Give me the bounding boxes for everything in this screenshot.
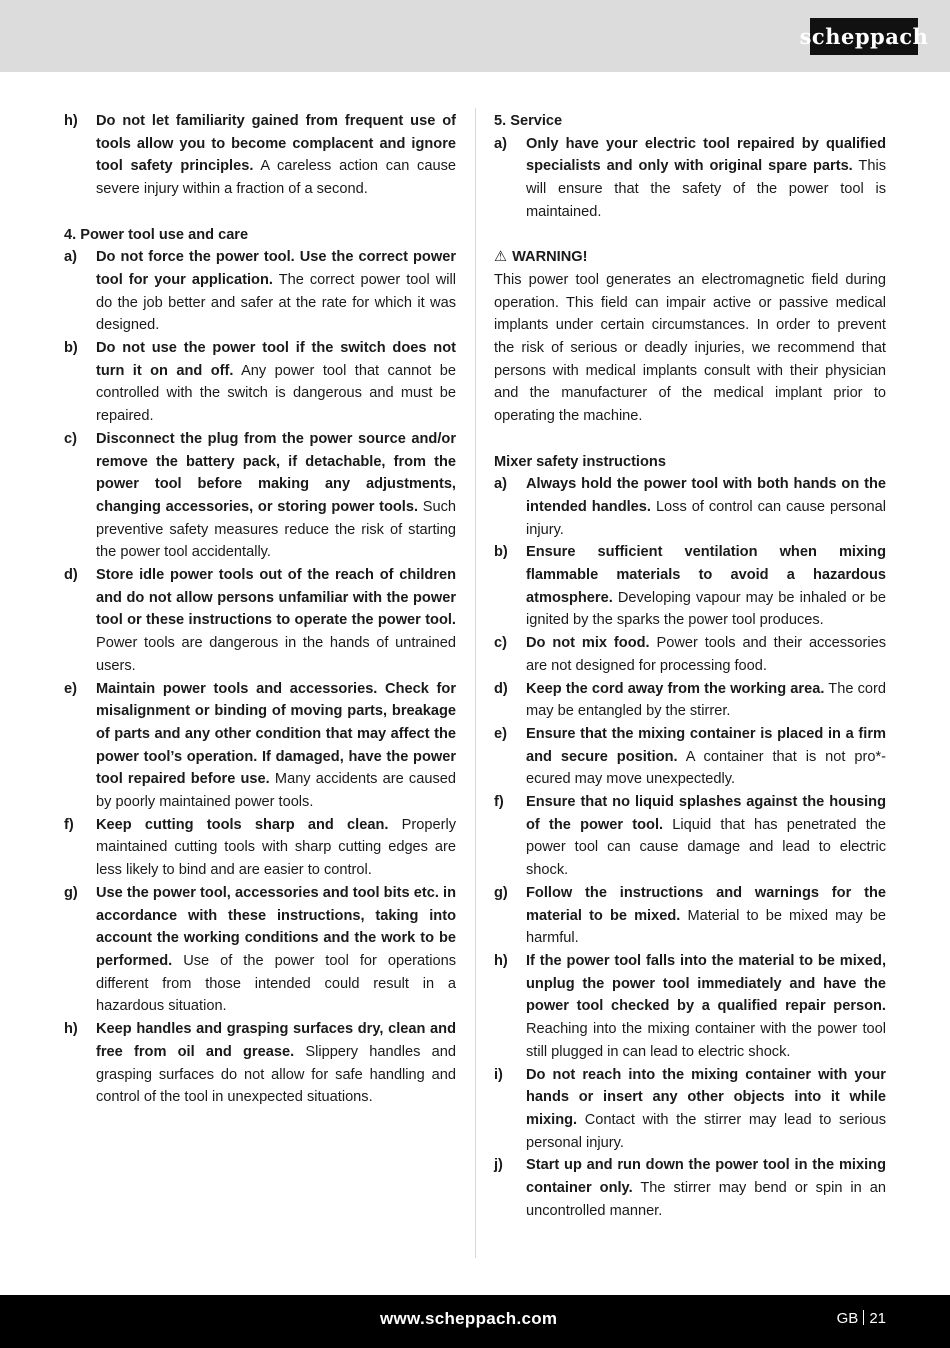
warning-icon: ⚠	[494, 249, 508, 266]
section-title: Mixer safety instructions	[494, 453, 666, 470]
item-bold-text: Ensure that no liquid splashes against the housing of the power tool.	[526, 794, 886, 833]
item-text	[526, 723, 886, 791]
item-bold-text: Always hold the power tool with both hands on the intended handles.	[526, 476, 886, 515]
item-text	[526, 1064, 886, 1155]
list-item	[64, 428, 456, 564]
item-bold-text: Keep handles and grasping surfaces dry, clean and free from oil and grease.	[96, 1021, 456, 1060]
item-text	[96, 678, 456, 814]
language-code: GB	[836, 1310, 859, 1327]
item-plain-text: The correct power tool will do the job better and safer at the rate for which it was designed.	[96, 271, 457, 334]
item-bold-text: Only have your electric tool repaired by qualified specialists and only with original spare parts.	[526, 135, 886, 175]
item-label: d)	[494, 680, 508, 697]
item-text	[526, 541, 886, 632]
list-item	[64, 814, 456, 882]
item-label: a)	[64, 249, 77, 266]
item-text	[96, 110, 456, 201]
list-item	[494, 541, 886, 632]
item-text	[526, 678, 886, 723]
item-label: f)	[494, 794, 504, 811]
list-item	[494, 882, 886, 950]
item-text	[526, 1154, 886, 1222]
brand-logo: scheppach	[810, 18, 918, 55]
list-item	[64, 882, 456, 1018]
list-item	[494, 133, 886, 224]
section-title: 4. Power tool use and care	[64, 226, 249, 243]
item-bold-text: Disconnect the plug from the power source and/or remove the battery pack, if detachable, from the power tool before making any adjustments, changing accessories, or storing power tools.	[96, 430, 456, 515]
item-label: c)	[494, 635, 507, 652]
item-bold-text: Use the power tool, accessories and tool bits etc. in accordance with these instructions, taking into account the working conditions and the work to be performed.	[96, 884, 456, 969]
list-item	[494, 473, 886, 541]
list-item	[494, 678, 886, 723]
item-text	[526, 632, 886, 677]
item-plain-text: Many accidents are caused by poorly maintained power tools.	[96, 771, 456, 811]
warning-heading	[494, 246, 886, 269]
item-label: h)	[64, 1021, 78, 1038]
list-item	[494, 791, 886, 882]
item-label: g)	[494, 884, 508, 901]
item-label: f)	[64, 816, 74, 833]
item-text	[96, 428, 456, 564]
item-bold-text: Do not let familiarity gained from frequent use of tools allow you to become complacent and ignore tool safety principles.	[96, 113, 456, 175]
item-plain-text: This will ensure that the safety of the power tool is maintained.	[526, 158, 886, 220]
item-bold-text: Ensure that the mixing container is placed in a firm and secure position.	[526, 725, 886, 765]
item-label: e)	[494, 725, 507, 742]
page-indicator	[837, 1310, 886, 1327]
item-plain-text: Such preventive safety measures reduce the risk of starting the power tool accidentally.	[96, 498, 456, 561]
item-bold-text: Maintain power tools and accessories. Check for misalignment or binding of moving parts, breakage of parts and any other condition that may affect the power tool’s operation. If damaged, have the power tool repaired before use.	[96, 680, 456, 788]
list-item	[64, 564, 456, 678]
item-bold-text: If the power tool falls into the material to be mixed, unplug the power tool immediately and have the power tool checked by a qualified repair person.	[526, 952, 886, 1015]
item-label: b)	[494, 544, 508, 561]
item-plain-text: Reaching into the mixing container with the power tool still plugged in can lead to electric shock.	[526, 1021, 886, 1060]
item-text	[526, 473, 886, 541]
column-divider	[475, 108, 476, 1258]
item-plain-text: A careless action can cause severe injury within a fraction of a second.	[96, 158, 456, 198]
left-column	[64, 110, 456, 1109]
item-bold-text: Do not force the power tool. Use the correct power tool for your application.	[96, 249, 456, 288]
footer-url-link[interactable]: www.scheppach.com	[380, 1309, 558, 1328]
item-plain-text: Properly maintained cutting tools with sharp cutting edges are less likely to bind and are easier to control.	[96, 816, 456, 879]
item-plain-text: Power tools are dangerous in the hands of untrained users.	[96, 635, 456, 674]
item-plain-text: Slippery handles and grasping surfaces do not allow for safe handling and control of the tool in unexpected situations.	[96, 1043, 456, 1106]
item-text	[96, 564, 456, 678]
list-item	[64, 678, 456, 814]
list-item	[64, 110, 456, 201]
list-item	[494, 1154, 886, 1222]
item-bold-text: Do not mix food.	[526, 635, 650, 652]
page-number: 21	[869, 1310, 886, 1327]
item-bold-text: Start up and run down the power tool in the mixing container only.	[526, 1157, 886, 1197]
separator	[863, 1310, 864, 1325]
item-bold-text: Do not reach into the mixing container with your hands or insert any other objects into it while mixing.	[526, 1066, 886, 1128]
item-plain-text: The cord may be entangled by the stirrer.	[526, 680, 886, 720]
warning-text: This power tool generates an electromagnetic field during operation. This field can impair active or passive medical implants under certain circumstances. In order to prevent the risk of serious or deadly injuries, we recommend that persons with medical implants consult with their physician and the manufacturer of the medical implant prior to operating the machine.	[494, 271, 886, 425]
item-label: c)	[64, 430, 77, 447]
footer-bar	[0, 1295, 950, 1348]
item-bold-text: Keep cutting tools sharp and clean.	[96, 816, 389, 833]
item-bold-text: Store idle power tools out of the reach of children and do not allow persons unfamiliar with the power tool or these instructions to operate the power tool.	[96, 567, 456, 629]
item-label: b)	[64, 340, 78, 357]
item-label: d)	[64, 567, 78, 584]
item-label: j)	[494, 1157, 503, 1174]
item-text	[526, 950, 886, 1064]
item-bold-text: Follow the instructions and warnings for the material to be mixed.	[526, 884, 886, 924]
item-plain-text: Use of the power tool for operations different from those intended could result in a hazardous situation.	[96, 953, 456, 1015]
item-text	[96, 882, 456, 1018]
item-plain-text: Any power tool that cannot be controlled with the switch is dangerous and must be repaired.	[96, 362, 457, 425]
item-label: a)	[494, 476, 507, 493]
item-bold-text: Do not use the power tool if the switch does not turn it on and off.	[96, 340, 456, 379]
item-text	[96, 1018, 456, 1109]
list-item	[64, 1018, 456, 1109]
item-text	[96, 246, 456, 337]
item-plain-text: The stirrer may bend or spin in an uncontrolled manner.	[526, 1180, 886, 1219]
list-item	[494, 632, 886, 677]
item-text	[96, 337, 456, 428]
item-plain-text: Material to be mixed may be harmful.	[526, 907, 886, 947]
item-plain-text: Liquid that has penetrated the power tool can cause damage and lead to electric shock.	[526, 816, 886, 879]
item-list	[494, 133, 886, 224]
list-item	[494, 1064, 886, 1155]
warning-title: WARNING!	[512, 249, 588, 266]
item-text	[96, 814, 456, 882]
list-item	[494, 723, 886, 791]
item-label: g)	[64, 884, 78, 901]
item-plain-text: Loss of control can cause personal injury.	[526, 498, 886, 538]
list-item	[494, 950, 886, 1064]
item-plain-text: Developing vapour may be inhaled or be ignited by the sparks the power tool produces.	[526, 589, 886, 629]
item-text	[526, 791, 886, 882]
item-label: i)	[494, 1066, 503, 1083]
item-label: h)	[494, 952, 508, 969]
item-text	[526, 882, 886, 950]
item-bold-text: Ensure sufficient ventilation when mixing flammable materials to avoid a hazardous atmosphere.	[526, 544, 886, 606]
item-list	[494, 473, 886, 1222]
right-column	[494, 110, 886, 1222]
item-text	[526, 133, 886, 224]
item-label: e)	[64, 680, 77, 697]
item-list	[64, 246, 456, 1109]
item-plain-text: Contact with the stirrer may lead to serious personal injury.	[526, 1111, 886, 1151]
section-title: 5. Service	[494, 113, 563, 129]
list-item	[64, 337, 456, 428]
item-plain-text: A container that is not pro*-ecured may move unexpectedly.	[526, 748, 886, 788]
item-label: a)	[494, 135, 507, 152]
item-bold-text: Keep the cord away from the working area.	[526, 680, 825, 697]
item-plain-text: Power tools and their accessories are not designed for processing food.	[526, 635, 886, 674]
item-label: h)	[64, 113, 78, 129]
list-item	[64, 246, 456, 337]
